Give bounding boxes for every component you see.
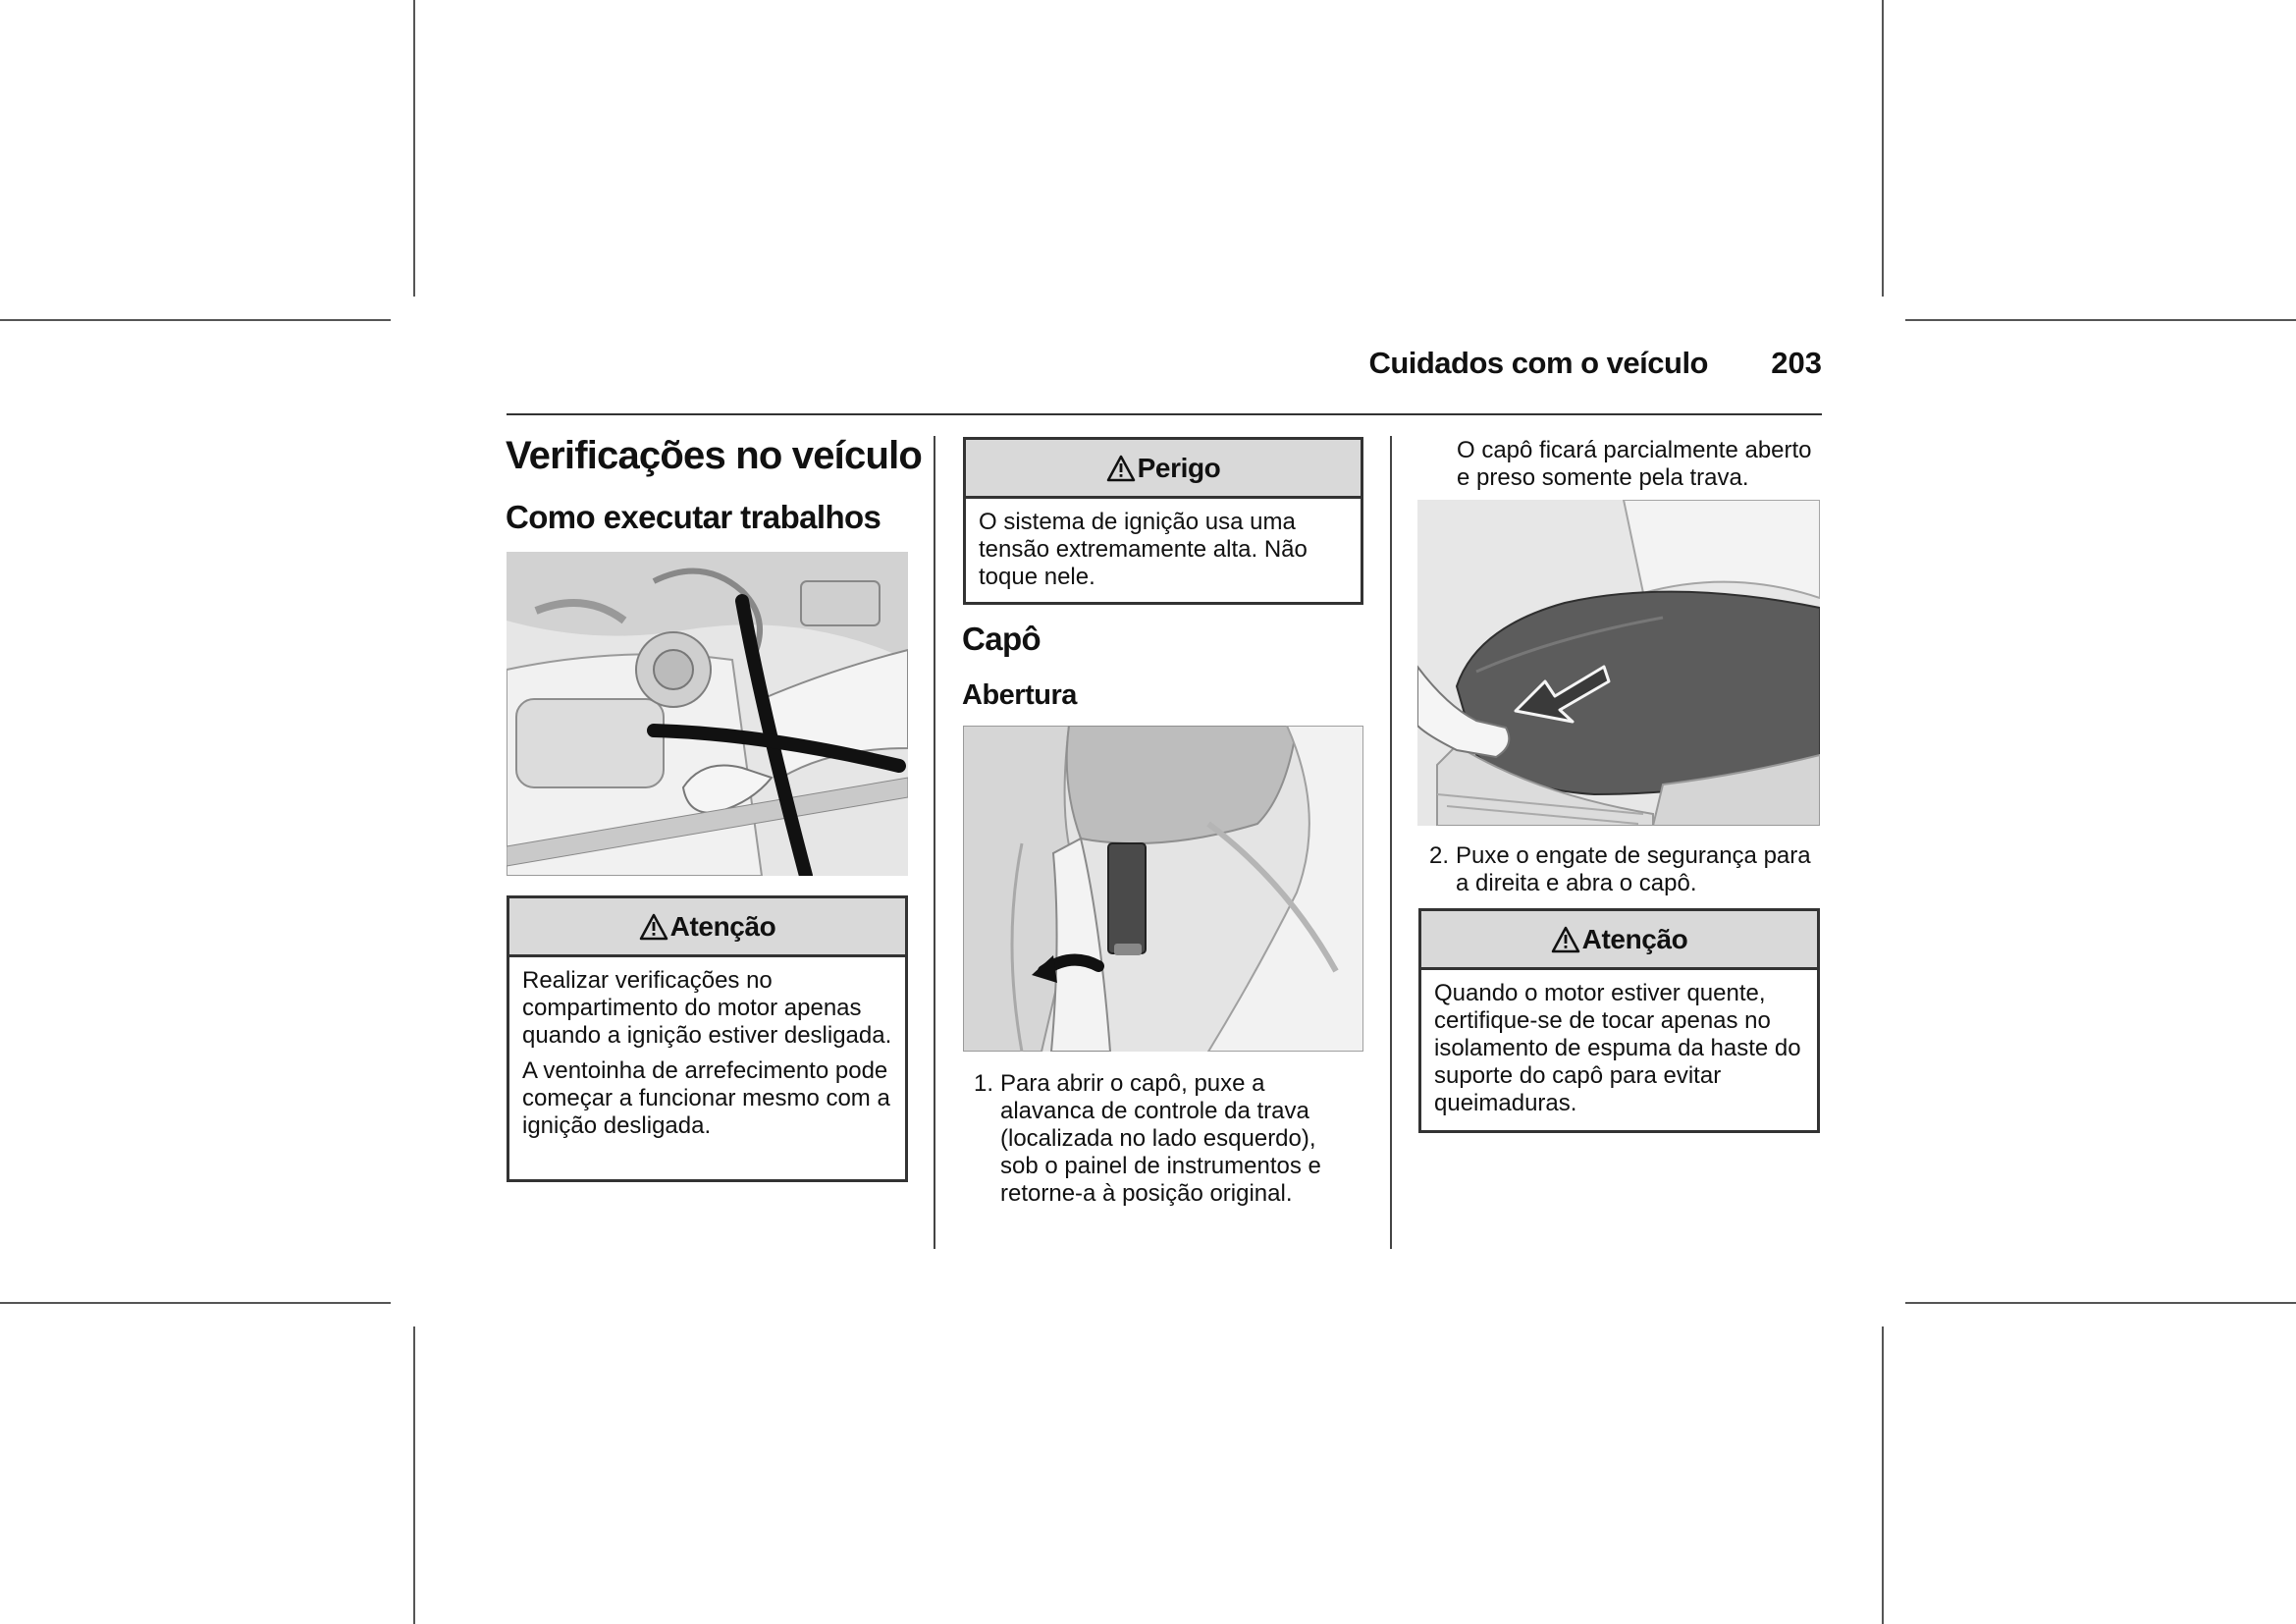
hood-safety-catch-illustration [1417, 500, 1820, 826]
engine-bay-illustration [507, 552, 908, 876]
step-2 [1429, 842, 1822, 901]
warning-text: Quando o motor estiver quente, certifique-se de tocar apenas no isolamento de espuma da haste do suporte do capô para evitar queimaduras. [1434, 980, 1801, 1116]
warning-box-checks [507, 895, 908, 1182]
crop-mark-right-lower [1905, 1302, 2296, 1304]
crop-mark-bottom-left [413, 1326, 415, 1624]
crop-mark-left-upper [0, 319, 391, 321]
column-divider-1 [934, 436, 935, 1249]
warning-label: Atenção [669, 910, 776, 942]
danger-text: O sistema de ignição usa uma tensão extremamente alta. Não toque nele. [979, 509, 1308, 590]
hood-release-illustration [963, 726, 1363, 1052]
warning-box-header [1421, 911, 1817, 970]
warning-box-header [509, 898, 905, 957]
section-subtitle: Como executar trabalhos [506, 499, 881, 535]
running-header-title: Cuidados com o veículo [1368, 346, 1708, 380]
warning-triangle-icon [639, 913, 668, 941]
header-rule [507, 413, 1822, 415]
warning-box-hot-engine [1418, 908, 1820, 1133]
step-number: 2. [1429, 842, 1450, 869]
page-number: 203 [1771, 346, 1822, 380]
danger-box-body [966, 499, 1361, 605]
warning-box-body [1421, 970, 1817, 1131]
warning-paragraph: A ventoinha de arrefecimento pode começar a funcionar mesmo com a ignição desligada. [522, 1057, 890, 1139]
hood-partially-open-text: O capô ficará parcialmente aberto e preso somente pela trava. [1457, 437, 1812, 491]
column-divider-2 [1390, 436, 1392, 1249]
step-text: Puxe o engate de segurança para a direita e abra o capô. [1456, 842, 1811, 896]
warning-label: Atenção [1581, 923, 1688, 954]
warning-paragraph: Realizar verificações no compartimento do motor apenas quando a ignição estiver desligada. [522, 967, 892, 1049]
warning-box-body [509, 957, 905, 1154]
step-number: 1. [974, 1070, 994, 1097]
section-title: Verificações no veículo [506, 434, 923, 477]
step-1 [974, 1070, 1357, 1208]
hood-opening-subtitle: Abertura [962, 679, 1077, 711]
step-text: Para abrir o capô, puxe a alavanca de controle da trava (localizada no lado esquerdo), sob o painel de instrumentos e retorne-a à posição original. [1000, 1070, 1321, 1207]
danger-box-header [966, 440, 1361, 499]
warning-triangle-icon [1551, 926, 1580, 953]
crop-mark-top-right [1882, 0, 1884, 297]
crop-mark-left-lower [0, 1302, 391, 1304]
danger-label: Perigo [1137, 452, 1221, 483]
hood-title: Capô [962, 621, 1041, 657]
danger-box-ignition [963, 437, 1363, 605]
crop-mark-top-left [413, 0, 415, 297]
crop-mark-right-upper [1905, 319, 2296, 321]
warning-triangle-icon [1106, 455, 1136, 482]
crop-mark-bottom-right [1882, 1326, 1884, 1624]
